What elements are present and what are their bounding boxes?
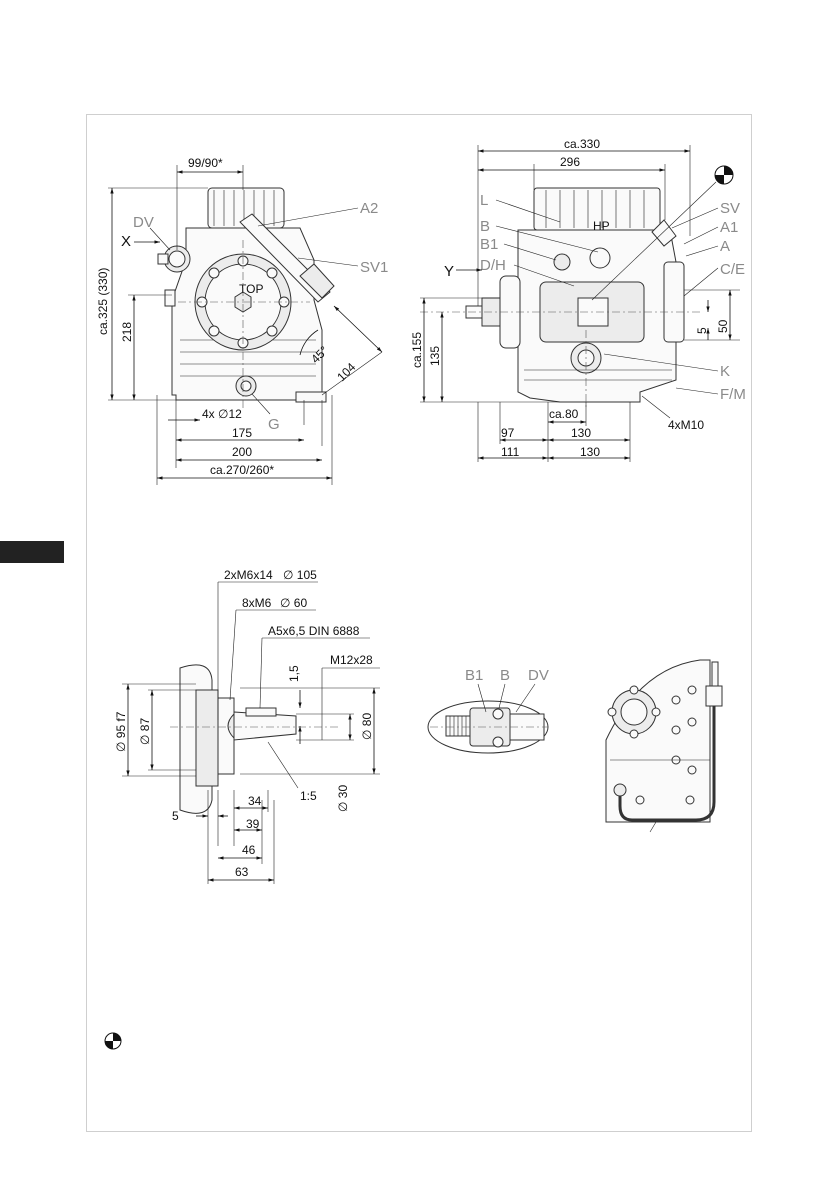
dim-5-side: 5: [695, 327, 709, 334]
label-b: B: [480, 218, 491, 235]
dim-dia87: ∅ 87: [138, 717, 152, 745]
dim-ca155: ca.155: [410, 331, 424, 368]
dim-45-deg: 45°: [308, 343, 331, 367]
dim-m12x28: M12x28: [330, 653, 373, 667]
dim-218: 218: [120, 321, 134, 342]
dim-97: 97: [501, 426, 515, 440]
dim-dia95f7: ∅ 95 f7: [114, 711, 128, 752]
dim-111: 111: [501, 445, 520, 459]
side-compressor-body: [466, 188, 684, 402]
dim-5-shaft: 5: [172, 809, 179, 823]
dim-ca330: ca.330: [564, 137, 601, 151]
valve-detail-view: [428, 667, 549, 753]
label-dh: D/H: [480, 257, 506, 274]
dim-dia30: ∅ 30: [336, 784, 350, 812]
dim-8xm6: 8xM6: [242, 596, 272, 610]
dim-270: ca.270/260*: [210, 463, 275, 477]
dim-130-lower: 130: [580, 445, 601, 459]
dim-50: 50: [716, 319, 730, 333]
dim-325: ca.325 (330): [96, 267, 110, 335]
dim-104: 104: [334, 360, 359, 385]
label-a1: A1: [720, 219, 739, 236]
label-k: K: [720, 363, 731, 380]
shaft-flange-body: [180, 665, 296, 813]
label-a2: A2: [360, 200, 379, 217]
detail-label-b: B: [500, 667, 511, 684]
dim-135: 135: [428, 345, 442, 366]
label-l: L: [480, 192, 489, 209]
legend-center-of-gravity-icon: [105, 1033, 121, 1049]
label-y: Y: [444, 263, 455, 280]
label-dv: DV: [133, 214, 154, 231]
detail-label-dv: DV: [528, 667, 549, 684]
dim-39: 39: [246, 817, 260, 831]
dim-99-90: 99/90*: [188, 156, 223, 170]
label-sv1: SV1: [360, 259, 389, 276]
dim-1-5: 1,5: [287, 665, 301, 682]
dim-63: 63: [235, 865, 249, 879]
label-sv: SV: [720, 200, 741, 217]
dim-ca80: ca.80: [549, 407, 579, 421]
dim-130-upper: 130: [571, 426, 592, 440]
label-x: X: [121, 233, 132, 250]
dim-a5-din6888: A5x6,5 DIN 6888: [268, 624, 360, 638]
dim-46: 46: [242, 843, 256, 857]
top-mark-label: TOP: [239, 282, 264, 296]
hp-mark-label: HP: [593, 219, 610, 233]
dim-200: 200: [232, 445, 253, 459]
dim-2xm6x14: 2xM6x14: [224, 568, 273, 582]
dim-4xm10: 4xM10: [668, 418, 705, 432]
dim-dia105: ∅ 105: [283, 568, 317, 582]
dim-4x12: 4x ∅12: [202, 407, 242, 421]
dim-34: 34: [248, 794, 262, 808]
side-view: [410, 137, 746, 462]
label-fm: F/M: [720, 386, 746, 403]
detail-label-b1: B1: [465, 667, 484, 684]
label-g: G: [268, 416, 280, 433]
label-b1: B1: [480, 236, 499, 253]
shaft-detail-view: [114, 568, 380, 884]
oil-line-detail-view: [606, 660, 722, 832]
front-view: [96, 156, 388, 485]
label-ce: C/E: [720, 261, 746, 278]
dim-175: 175: [232, 426, 253, 440]
dim-taper-1-5: 1:5: [300, 789, 317, 803]
dim-296: 296: [560, 155, 581, 169]
label-a: A: [720, 238, 731, 255]
dim-dia80: ∅ 80: [360, 712, 374, 740]
dim-dia60: ∅ 60: [280, 596, 308, 610]
